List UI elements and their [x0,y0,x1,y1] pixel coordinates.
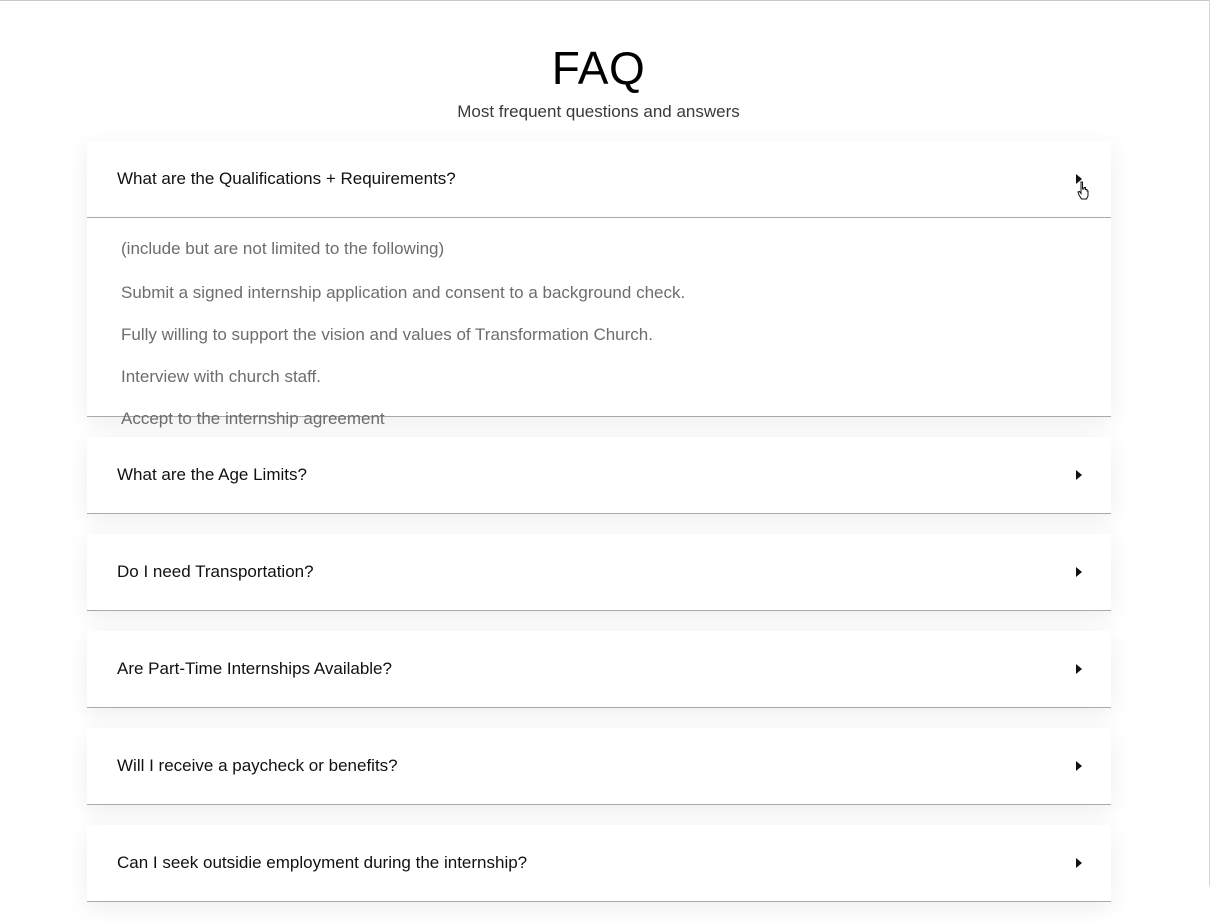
caret-right-icon[interactable] [1076,567,1082,577]
faq-toggle-age-limits[interactable] [87,437,1111,514]
answer-line: Fully willing to support the vision and values of Transformation Church. [121,325,653,344]
faq-toggle-transportation[interactable] [87,534,1111,611]
caret-right-icon[interactable] [1076,761,1082,771]
faq-item-transportation [87,534,1111,611]
answer-line: Accept to the internship agreement [121,409,385,428]
window-top-border [0,0,1210,1]
caret-right-icon[interactable] [1076,470,1082,480]
faq-accordion [87,141,1111,922]
caret-right-icon[interactable] [1076,664,1082,674]
answer-line: (include but are not limited to the following) [121,239,445,258]
faq-question: Are Part-Time Internships Available? [117,659,392,678]
faq-question: What are the Qualifications + Requirements? [117,169,456,188]
faq-item-age-limits [87,437,1111,514]
page-title: FAQ [551,42,646,94]
faq-toggle-qualifications[interactable] [87,141,1111,218]
faq-item-outside-employment [87,825,1111,902]
faq-question: What are the Age Limits? [117,465,307,484]
faq-item-paycheck [87,728,1111,805]
faq-item-qualifications [87,141,1111,428]
faq-toggle-outside-employment[interactable] [87,825,1111,902]
faq-answer-panel [87,218,1111,428]
faq-question: Do I need Transportation? [117,562,314,581]
hand-pointer-cursor-icon [1077,181,1089,201]
faq-item-part-time [87,631,1111,708]
answer-line: Submit a signed internship application and consent to a background check. [121,283,686,302]
answer-line: Interview with church staff. [121,367,321,386]
page-subtitle: Most frequent questions and answers [457,102,740,121]
faq-question: Will I receive a paycheck or benefits? [117,756,398,775]
faq-toggle-part-time[interactable] [87,631,1111,708]
faq-question: Can I seek outsidie employment during the internship? [117,853,528,872]
faq-toggle-paycheck[interactable] [87,728,1111,805]
caret-right-icon[interactable] [1076,858,1082,868]
